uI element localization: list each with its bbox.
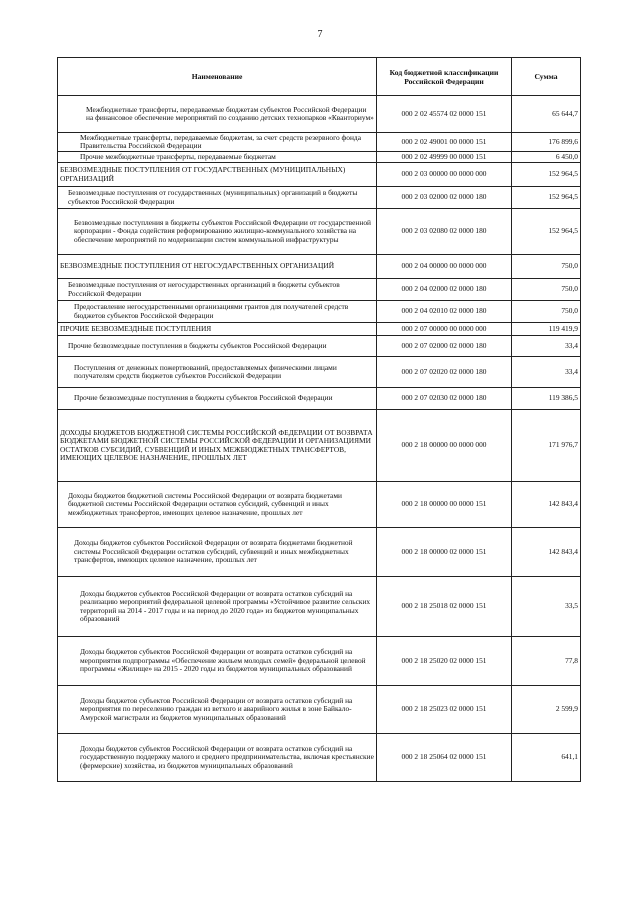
row-amount: 152 964,5 [512,163,581,187]
row-code: 000 2 02 49999 00 0000 151 [377,152,512,163]
row-code: 000 2 04 00000 00 0000 000 [377,255,512,279]
row-code: 000 2 07 02000 02 0000 180 [377,336,512,357]
row-code: 000 2 18 00000 00 0000 151 [377,482,512,528]
row-name: Доходы бюджетов субъектов Российской Федерации от возврата остатков субсидий на мероприятия по переселению граждан из ветхого и аварийного жилья в зоне Байкало-Амурской магистрали из бюджетов муниципальных образований [58,686,377,734]
row-code: 000 2 02 49001 00 0000 151 [377,133,512,152]
row-code: 000 2 18 00000 00 0000 000 [377,410,512,482]
row-amount: 750,0 [512,255,581,279]
row-name: Межбюджетные трансферты, передаваемые бюджетам, за счет средств резервного фонда Правительства Российской Федерации [58,133,377,152]
column-header-code: Код бюджетной классификации Российской Федерации [377,58,512,96]
table-row [58,255,581,279]
row-name: ДОХОДЫ БЮДЖЕТОВ БЮДЖЕТНОЙ СИСТЕМЫ РОССИЙСКОЙ ФЕДЕРАЦИИ ОТ ВОЗВРАТА БЮДЖЕТАМИ БЮДЖЕТНОЙ СИСТЕМЫ РОССИЙСКОЙ ФЕДЕРАЦИИ И ОРГАНИЗАЦИЯМИ ОСТАТКОВ СУБСИДИЙ, СУБВЕНЦИЙ И ИНЫХ МЕЖБЮДЖЕТНЫХ ТРАНСФЕРТОВ, ИМЕЮЩИХ ЦЕЛЕВОЕ НАЗНАЧЕНИЕ, ПРОШЛЫХ ЛЕТ [58,410,377,482]
row-name: Безвозмездные поступления в бюджеты субъектов Российской Федерации от государственной корпорации - Фонда содействия реформированию жилищно-коммунального хозяйства на обеспечение мероприятий по модернизации систем коммунальной инфраструктуры [58,209,377,255]
row-amount: 750,0 [512,279,581,301]
row-code: 000 2 03 02000 02 0000 180 [377,187,512,209]
row-code: 000 2 18 25020 02 0000 151 [377,637,512,686]
row-code: 000 2 18 25023 02 0000 151 [377,686,512,734]
row-code: 000 2 03 00000 00 0000 000 [377,163,512,187]
row-code: 000 2 18 25064 02 0000 151 [377,734,512,782]
row-amount: 142 843,4 [512,528,581,577]
budget-revenue-table [57,57,581,782]
table-row [58,410,581,482]
table-row [58,301,581,323]
table-row [58,96,581,133]
table-row [58,637,581,686]
table-row [58,163,581,187]
row-name: Доходы бюджетов субъектов Российской Федерации от возврата остатков субсидий на мероприятия подпрограммы «Обеспечение жильем молодых семей» федеральной целевой программы «Жилище» на 2015 - 2020 годы из бюджетов муниципальных образований [58,637,377,686]
table-row [58,336,581,357]
row-amount: 119 419,9 [512,323,581,336]
row-amount: 6 450,0 [512,152,581,163]
row-amount: 750,0 [512,301,581,323]
row-amount: 641,1 [512,734,581,782]
table-row [58,577,581,637]
row-code: 000 2 18 00000 02 0000 151 [377,528,512,577]
row-name: Поступления от денежных пожертвований, предоставляемых физическими лицами получателям средств бюджетов субъектов Российской Федерации [58,357,377,388]
table-row [58,528,581,577]
table-row [58,209,581,255]
table-row [58,388,581,410]
row-name: Безвозмездные поступления от негосударственных организаций в бюджеты субъектов Российской Федерации [58,279,377,301]
row-name: Межбюджетные трансферты, передаваемые бюджетам субъектов Российской Федерации на финансовое обеспечение мероприятий по созданию детских технопарков «Кванториум» [58,96,377,133]
row-name: Безвозмездные поступления от государственных (муниципальных) организаций в бюджеты субъектов Российской Федерации [58,187,377,209]
row-amount: 2 599,9 [512,686,581,734]
table-row [58,133,581,152]
table-row [58,734,581,782]
row-name: Доходы бюджетов бюджетной системы Российской Федерации от возврата бюджетами бюджетной системы Российской Федерации остатков субсидий, субвенций и иных межбюджетных трансфертов, имеющих целевое назначение, прошлых лет [58,482,377,528]
row-amount: 142 843,4 [512,482,581,528]
row-name: Прочие межбюджетные трансферты, передаваемые бюджетам [58,152,377,163]
row-code: 000 2 18 25018 02 0000 151 [377,577,512,637]
row-amount: 119 386,5 [512,388,581,410]
row-name: Доходы бюджетов субъектов Российской Федерации от возврата остатков субсидий на государственную поддержку малого и среднего предпринимательства, включая крестьянские (фермерские) хозяйства, из бюджетов муниципальных образований [58,734,377,782]
row-code: 000 2 07 02020 02 0000 180 [377,357,512,388]
column-header-name: Наименование [58,58,377,96]
row-amount: 171 976,7 [512,410,581,482]
row-amount: 152 964,5 [512,187,581,209]
table-row [58,152,581,163]
row-amount: 33,4 [512,336,581,357]
row-amount: 33,4 [512,357,581,388]
row-name: Доходы бюджетов субъектов Российской Федерации от возврата бюджетами бюджетной системы Российской Федерации остатков субсидий, субвенций и иных межбюджетных трансфертов, имеющих целевое назначение, прошлых лет [58,528,377,577]
row-code: 000 2 04 02000 02 0000 180 [377,279,512,301]
row-name: Прочие безвозмездные поступления в бюджеты субъектов Российской Федерации [58,336,377,357]
row-code: 000 2 07 02030 02 0000 180 [377,388,512,410]
row-amount: 33,5 [512,577,581,637]
row-code: 000 2 04 02010 02 0000 180 [377,301,512,323]
row-name: БЕЗВОЗМЕЗДНЫЕ ПОСТУПЛЕНИЯ ОТ ГОСУДАРСТВЕННЫХ (МУНИЦИПАЛЬНЫХ) ОРГАНИЗАЦИЙ [58,163,377,187]
row-name: ПРОЧИЕ БЕЗВОЗМЕЗДНЫЕ ПОСТУПЛЕНИЯ [58,323,377,336]
table-row [58,187,581,209]
table-row [58,686,581,734]
column-header-amount: Сумма [512,58,581,96]
row-code: 000 2 02 45574 02 0000 151 [377,96,512,133]
row-amount: 65 644,7 [512,96,581,133]
table-row [58,323,581,336]
row-amount: 77,8 [512,637,581,686]
row-amount: 176 899,6 [512,133,581,152]
row-code: 000 2 03 02080 02 0000 180 [377,209,512,255]
table-header-row [58,58,581,96]
table-row [58,357,581,388]
row-name: БЕЗВОЗМЕЗДНЫЕ ПОСТУПЛЕНИЯ ОТ НЕГОСУДАРСТВЕННЫХ ОРГАНИЗАЦИЙ [58,255,377,279]
table-row [58,482,581,528]
row-name: Предоставление негосударственными организациями грантов для получателей средств бюджетов субъектов Российской Федерации [58,301,377,323]
row-name: Доходы бюджетов субъектов Российской Федерации от возврата остатков субсидий на реализацию мероприятий федеральной целевой программы «Устойчивое развитие сельских территорий на 2014 - 2017 годы и на период до 2020 года» из бюджетов муниципальных образований [58,577,377,637]
row-code: 000 2 07 00000 00 0000 000 [377,323,512,336]
row-amount: 152 964,5 [512,209,581,255]
table-row [58,279,581,301]
page-number: 7 [317,29,323,40]
table-body [58,96,581,782]
row-name: Прочие безвозмездные поступления в бюджеты субъектов Российской Федерации [58,388,377,410]
